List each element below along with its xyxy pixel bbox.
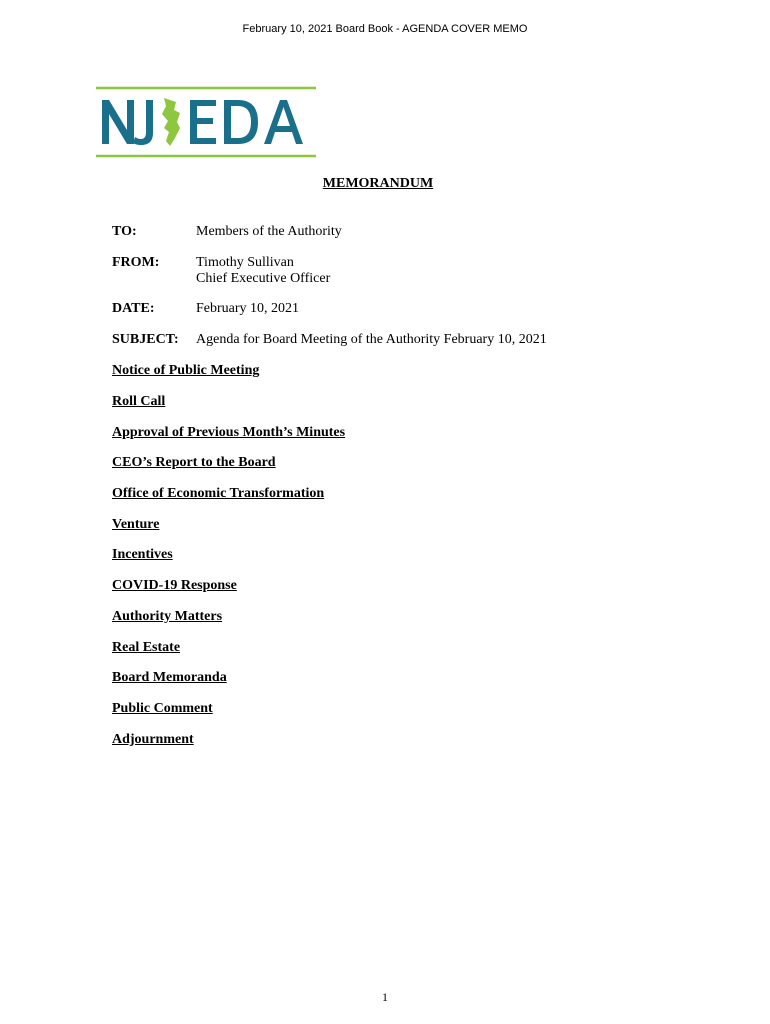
agenda-item-real-estate: Real Estate: [112, 640, 181, 655]
from-title: Chief Executive Officer: [196, 271, 331, 286]
agenda-item-authority-matters: Authority Matters: [112, 609, 223, 624]
subject-value: Agenda for Board Meeting of the Authority February 10, 2021: [196, 332, 547, 347]
page-header: February 10, 2021 Board Book - AGENDA COVER MEMO: [242, 23, 528, 35]
agenda-item-public-comment: Public Comment: [112, 701, 213, 716]
agenda-item-incentives: Incentives: [112, 547, 173, 562]
subject-label: SUBJECT:: [112, 332, 179, 347]
agenda-item-venture: Venture: [112, 517, 160, 532]
to-value: Members of the Authority: [196, 224, 342, 239]
njeda-logo: [96, 86, 316, 158]
agenda-item-board-memoranda: Board Memoranda: [112, 670, 227, 685]
date-value: February 10, 2021: [196, 301, 300, 316]
from-label: FROM:: [112, 255, 160, 270]
agenda-item-covid-response: COVID-19 Response: [112, 578, 237, 593]
agenda-item-roll-call: Roll Call: [112, 394, 166, 409]
to-label: TO:: [112, 224, 137, 239]
memo-title: MEMORANDUM: [322, 176, 434, 191]
agenda-item-economic-transformation: Office of Economic Transformation: [112, 486, 325, 501]
agenda-item-ceo-report: CEO’s Report to the Board: [112, 455, 276, 470]
agenda-item-minutes: Approval of Previous Month’s Minutes: [112, 425, 346, 440]
from-name: Timothy Sullivan: [196, 255, 294, 270]
date-label: DATE:: [112, 301, 155, 316]
page-number: 1: [382, 990, 388, 1004]
agenda-item-adjournment: Adjournment: [112, 732, 194, 747]
agenda-item-notice: Notice of Public Meeting: [112, 363, 260, 378]
